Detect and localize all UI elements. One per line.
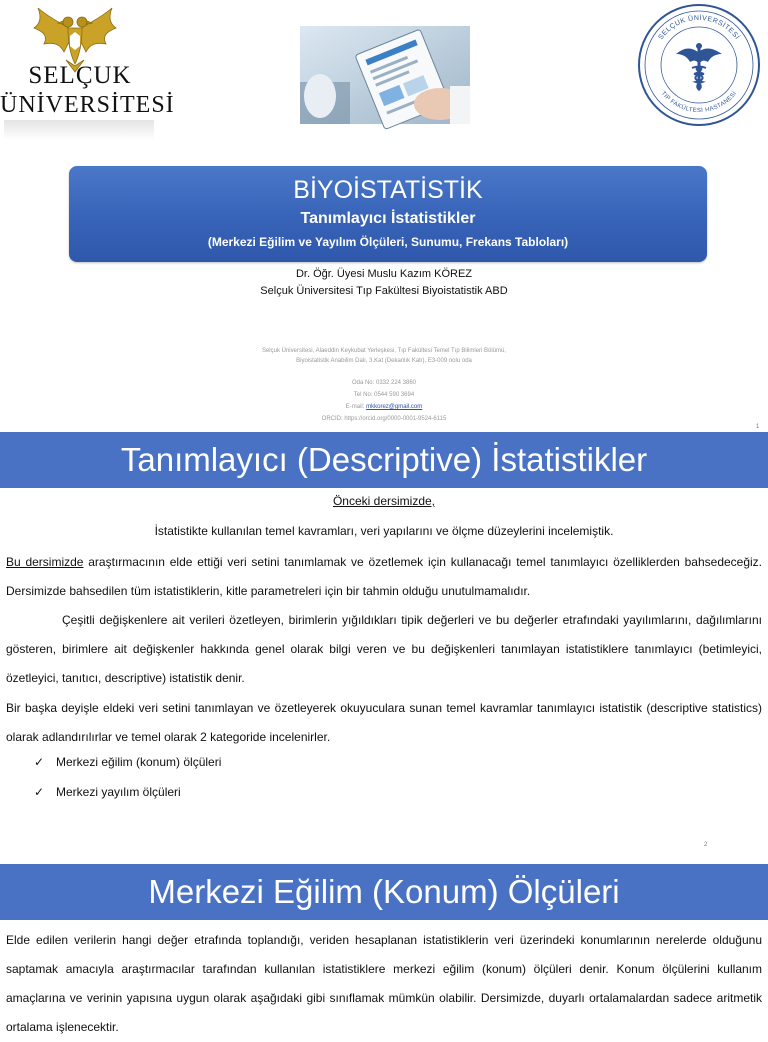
slide-header: Merkezi Eğilim (Konum) Ölçüleri <box>0 864 768 920</box>
medical-report-photo <box>300 26 470 124</box>
title-slide <box>0 0 768 432</box>
email-label: E-mail: <box>345 404 365 410</box>
seal-bottom-text: TIP FAKÜLTESİ HASTANESİ <box>659 90 739 115</box>
categories-paragraph: Bir başka deyişle eldeki veri setini tanımlayan ve özetleyerek okuyuculara sunan temel kavramlar tanımlayıcı istatistik (descriptive statistics) olarak adlandırılırlar ve temel olarak 2 kategoride incelenirler. <box>6 701 762 744</box>
logo-text-line2: ÜNİVERSİTESİ <box>0 92 175 118</box>
list-item-label: Merkezi eğilim (konum) ölçüleri <box>56 755 222 769</box>
medical-faculty-hospital-seal <box>636 2 762 128</box>
logo-reflection <box>4 120 154 140</box>
seal-top-text: SELÇUK ÜNİVERSİTESİ <box>657 14 741 42</box>
address-line-1: Selçuk Üniversitesi, Alaeddin Keykubat Yerleşkesi, Tıp Fakültesi Temel Tıp Bilimleri Bölümü, <box>261 348 507 354</box>
office-phone: Oda No: 0332 224 3860 <box>351 380 417 386</box>
mobile-phone: Tel No: 0544 590 3694 <box>353 392 415 398</box>
descriptive-statistics-slide <box>0 432 768 864</box>
selcuk-university-logo <box>0 0 175 140</box>
page-number: 1 <box>756 424 760 430</box>
lecture-topics: (Merkezi Eğilim ve Yayılım Ölçüleri, Sunumu, Frekans Tabloları) <box>207 235 569 249</box>
lesson-intro-text: araştırmacının elde ettiği veri setini tanımlamak ve özetlemek için kullanacağı temel tanımlayıcı özelliklerden bahsedeceğiz. Dersimizde bahsedilen tüm istatistiklerin, kitle parametreleri için bir tahmin olduğu unutulmamalıdır. <box>6 555 763 598</box>
author-department: Selçuk Üniversitesi Tıp Fakültesi Biyoistatistik ABD <box>260 285 508 297</box>
previous-lesson-heading: Önceki dersimizde, <box>332 494 436 508</box>
previous-lesson-summary: İstatistikte kullanılan temel kavramları, veri yapılarını ve ölçme düzeylerini incelemiştik. <box>154 524 614 538</box>
check-icon: ✓ <box>34 755 45 769</box>
central-tendency-paragraph: Elde edilen verilerin hangi değer etrafında toplandığı, veriden hesaplanan istatistiklerin veri üzerindeki konumlarının nerelerde olduğunu saptamak amacıyla araştırmacılar tarafından kullanılan istatistiklere merkezi eğilim (konum) ölçüleri denir. Konum ölçülerini kullanım amaçlarına ve verinin yapısına uygun olarak aşağıdaki gibi sınıflamak mümkün olabilir. Dersimizde, duyarlı ortalamalardan sadece aritmetik ortalama işlenecektir. <box>6 933 762 1034</box>
email-link[interactable]: mkkorez@gmail.com <box>366 404 423 410</box>
email-line <box>0 404 768 410</box>
slide-header: Tanımlayıcı (Descriptive) İstatistikler <box>0 432 768 488</box>
lecture-subtitle: Tanımlayıcı İstatistikler <box>300 210 476 227</box>
list-item <box>34 785 181 799</box>
author-name: Dr. Öğr. Üyesi Muslu Kazım KÖREZ <box>295 268 473 280</box>
title-banner <box>69 166 707 262</box>
logo-text-line1: SELÇUK <box>28 62 132 89</box>
list-item-label: Merkezi yayılım ölçüleri <box>56 785 181 799</box>
page-number: 2 <box>704 842 708 848</box>
lesson-intro-paragraph <box>6 548 762 606</box>
check-icon: ✓ <box>34 785 45 799</box>
definition-text: Çeşitli değişkenlere ait verileri özetleyen, birimlerin yığıldıkları tipik değerleri ve bu değerler etrafındaki yayılımlarını, dağılımlarını gösteren, birimlere ait değişkenler hakkında genel olarak bilgi veren ve bu değişkenleri tanımlayan istatistiklere tanımlayıcı (betimleyici, özetleyici, tanıtıcı, descriptive) istatistik denir. <box>6 613 762 685</box>
course-title: BİYOİSTATİSTİK <box>293 176 483 204</box>
lesson-intro-link-text: Bu dersimizde <box>6 555 84 569</box>
central-tendency-slide <box>0 864 768 1034</box>
definition-paragraph <box>6 606 762 693</box>
list-item <box>34 755 221 769</box>
orcid-link[interactable]: ORCID: https://orcid.org/0000-0001-9524-6115 <box>321 416 447 422</box>
address-line-2: Biyoistatistik Anabilim Dalı, 3.Kat (Dekanlık Katı), E3-009 nolu oda <box>296 358 472 364</box>
